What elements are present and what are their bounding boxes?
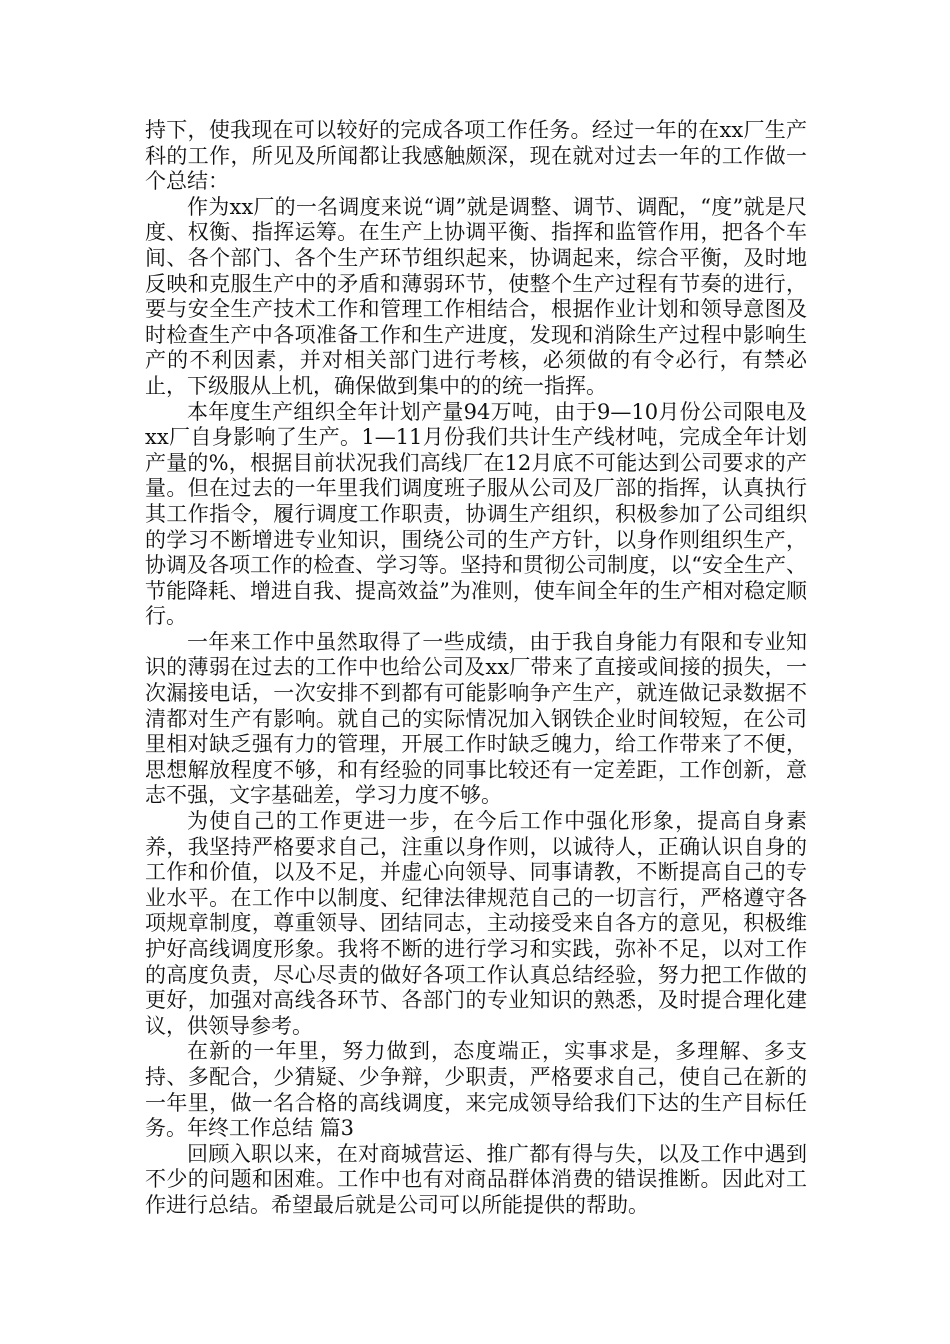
paragraph-1: 持下，使我现在可以较好的完成各项工作任务。经过一年的在xx厂生产科的工作，所见及所闻都让我感触颇深，现在就对过去一年的工作做一个总结：: [145, 118, 807, 194]
paragraph-2: 作为xx厂的一名调度来说“调”就是调整、调节、调配，“度”就是尺度、权衡、指挥运筹。在生产上协调平衡、指挥和监管作用，把各个车间、各个部门、各个生产环节组织起来，协调起来，综合平衡，及时地反映和克服生产中的矛盾和薄弱环节，使整个生产过程有节奏的进行，要与安全生产技术工作和管理工作相结合，根据作业计划和领导意图及时检查生产中各项准备工作和生产进度，发现和消除生产过程中影响生产的不利因素，并对相关部门进行考核，必须做的有令必行，有禁必止，下级服从上机，确保做到集中的的统一指挥。: [145, 194, 807, 398]
paragraph-3: 本年度生产组织全年计划产量94万吨，由于9—10月份公司限电及xx厂自身影响了生产。1—11月份我们共计生产线材吨，完成全年计划产量的%，根据目前状况我们高线厂在12月底不可能达到公司要求的产量。但在过去的一年里我们调度班子服从公司及厂部的指挥，认真执行其工作指令，履行调度工作职责，协调生产组织，积极参加了公司组织的学习不断增进专业知识，围绕公司的生产方针，以身作则组织生产，协调及各项工作的检查、学习等。坚持和贯彻公司制度，以“安全生产、节能降耗、增进自我、提高效益”为准则，使车间全年的生产相对稳定顺行。: [145, 399, 807, 629]
paragraph-7: 回顾入职以来，在对商城营运、推广都有得与失，以及工作中遇到不少的问题和困难。工作中也有对商品群体消费的错误推断。因此对工作进行总结。希望最后就是公司可以所能提供的帮助。: [145, 1141, 807, 1217]
paragraph-5: 为使自己的工作更进一步，在今后工作中强化形象，提高自身素养，我坚持严格要求自己，注重以身作则，以诚待人，正确认识自身的工作和价值，以及不足，并虚心向领导、同事请教，不断提高自己的专业水平。在工作中以制度、纪律法律规范自己的一切言行，严格遵守各项规章制度，尊重领导、团结同志，主动接受来自各方的意见，积极维护好高线调度形象。我将不断的进行学习和实践，弥补不足，以对工作的高度负责，尽心尽责的做好各项工作认真总结经验，努力把工作做的更好，加强对高线各环节、各部门的专业知识的熟悉，及时提合理化建议，供领导参考。: [145, 809, 807, 1038]
paragraph-4: 一年来工作中虽然取得了一些成绩，由于我自身能力有限和专业知识的薄弱在过去的工作中也给公司及xx厂带来了直接或间接的损失，一次漏接电话，一次安排不到都有可能影响争产生产，就连做记录数据不清都对生产有影响。就自己的实际情况加入钢铁企业时间较短，在公司里相对缺乏强有力的管理，开展工作时缺乏魄力，给工作带来了不便，思想解放程度不够，和有经验的同事比较还有一定差距，工作创新，意志不强，文字基础差，学习力度不够。: [145, 629, 807, 808]
paragraph-6: 在新的一年里，努力做到，态度端正，实事求是，多理解、多支持、多配合，少猜疑、少争辩，少职责，严格要求自己，使自己在新的一年里，做一名合格的高线调度，来完成领导给我们下达的生产目标任务。年终工作总结 篇3: [145, 1039, 807, 1141]
document-body: [145, 118, 807, 1219]
